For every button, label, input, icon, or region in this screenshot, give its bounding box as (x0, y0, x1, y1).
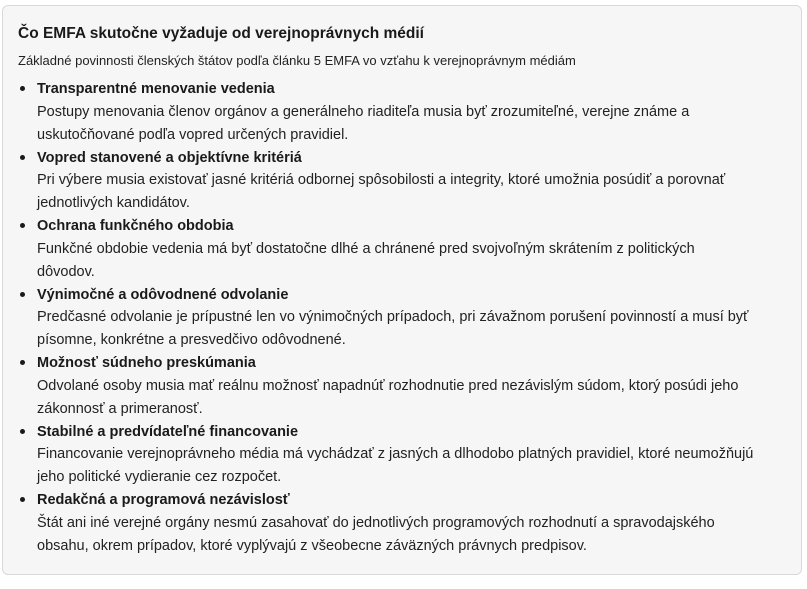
item-description-line: písomne, konkrétne a presvedčivo odôvodnené. (37, 332, 346, 348)
list-item (18, 352, 785, 421)
bullet-icon (20, 86, 25, 91)
bullet-icon (20, 497, 25, 502)
bullet-icon (20, 292, 25, 297)
list-item (18, 78, 785, 147)
emfa-requirements-panel (2, 5, 802, 575)
item-description-line: obsahu, okrem prípadov, ktoré vyplývajú z všeobecne záväzných právnych predpisov. (37, 537, 587, 554)
list-item (18, 421, 785, 490)
bullet-icon (20, 429, 25, 434)
item-description-line: Pri výbere musia existovať jasné kritériá odbornej spôsobilosti a integrity, ktoré umožnia posúdiť a porovnať (37, 172, 726, 188)
item-description-line: uskutočňované podľa vopred určených pravidiel. (37, 126, 349, 143)
item-title: Výnimočné a odôvodnené odvolanie (37, 286, 289, 303)
item-description-line: Funkčné obdobie vedenia má byť dostatočne dlhé a chránené pred svojvoľným skrátením z politických (37, 240, 695, 257)
item-description-line: Postupy menovania členov orgánov a generálneho riaditeľa musia byť zrozumiteľné, verejne známe a (37, 103, 690, 120)
item-description-line: jednotlivých kandidátov. (37, 195, 190, 211)
list-item (18, 215, 785, 284)
panel-title: Čo EMFA skutočne vyžaduje od verejnoprávnych médií (18, 25, 424, 42)
item-title: Vopred stanovené a objektívne kritériá (37, 149, 302, 166)
item-title: Stabilné a predvídateľné financovanie (37, 423, 299, 440)
item-description-line: zákonnosť a primeranosť. (37, 400, 203, 417)
list-item (18, 284, 785, 353)
item-description-line: jeho politické vydieranie cez rozpočet. (37, 469, 282, 485)
item-description-line: Štát ani iné verejné orgány nesmú zasahovať do jednotlivých programových rozhodnutí a spravodajského (37, 514, 715, 531)
bullet-icon (20, 155, 25, 160)
panel-subtitle: Základné povinnosti členských štátov podľa článku 5 EMFA vo vzťahu k verejnoprávnym médiám (18, 53, 576, 68)
item-title: Transparentné menovanie vedenia (37, 81, 275, 97)
item-description-line: Financovanie verejnoprávneho média má vychádzať z jasných a dlhodobo platných pravidiel, ktoré neumožňujú (37, 446, 754, 462)
item-title: Možnosť súdneho preskúmania (37, 355, 256, 371)
bullet-icon (20, 223, 25, 228)
requirements-list (18, 78, 785, 558)
item-title: Ochrana funkčného obdobia (37, 218, 234, 234)
bullet-icon (20, 360, 25, 365)
list-item (18, 489, 785, 558)
item-description-line: Predčasné odvolanie je prípustné len vo výnimočných prípadoch, pri závažnom porušení povinností a musí byť (37, 309, 749, 325)
item-description-line: dôvodov. (37, 263, 95, 280)
item-description-line: Odvolané osoby musia mať reálnu možnosť napadnúť rozhodnutie pred nezávislým súdom, ktorý posúdi jeho (37, 377, 739, 394)
list-item (18, 147, 785, 216)
item-title: Redakčná a programová nezávislosť (37, 492, 290, 508)
